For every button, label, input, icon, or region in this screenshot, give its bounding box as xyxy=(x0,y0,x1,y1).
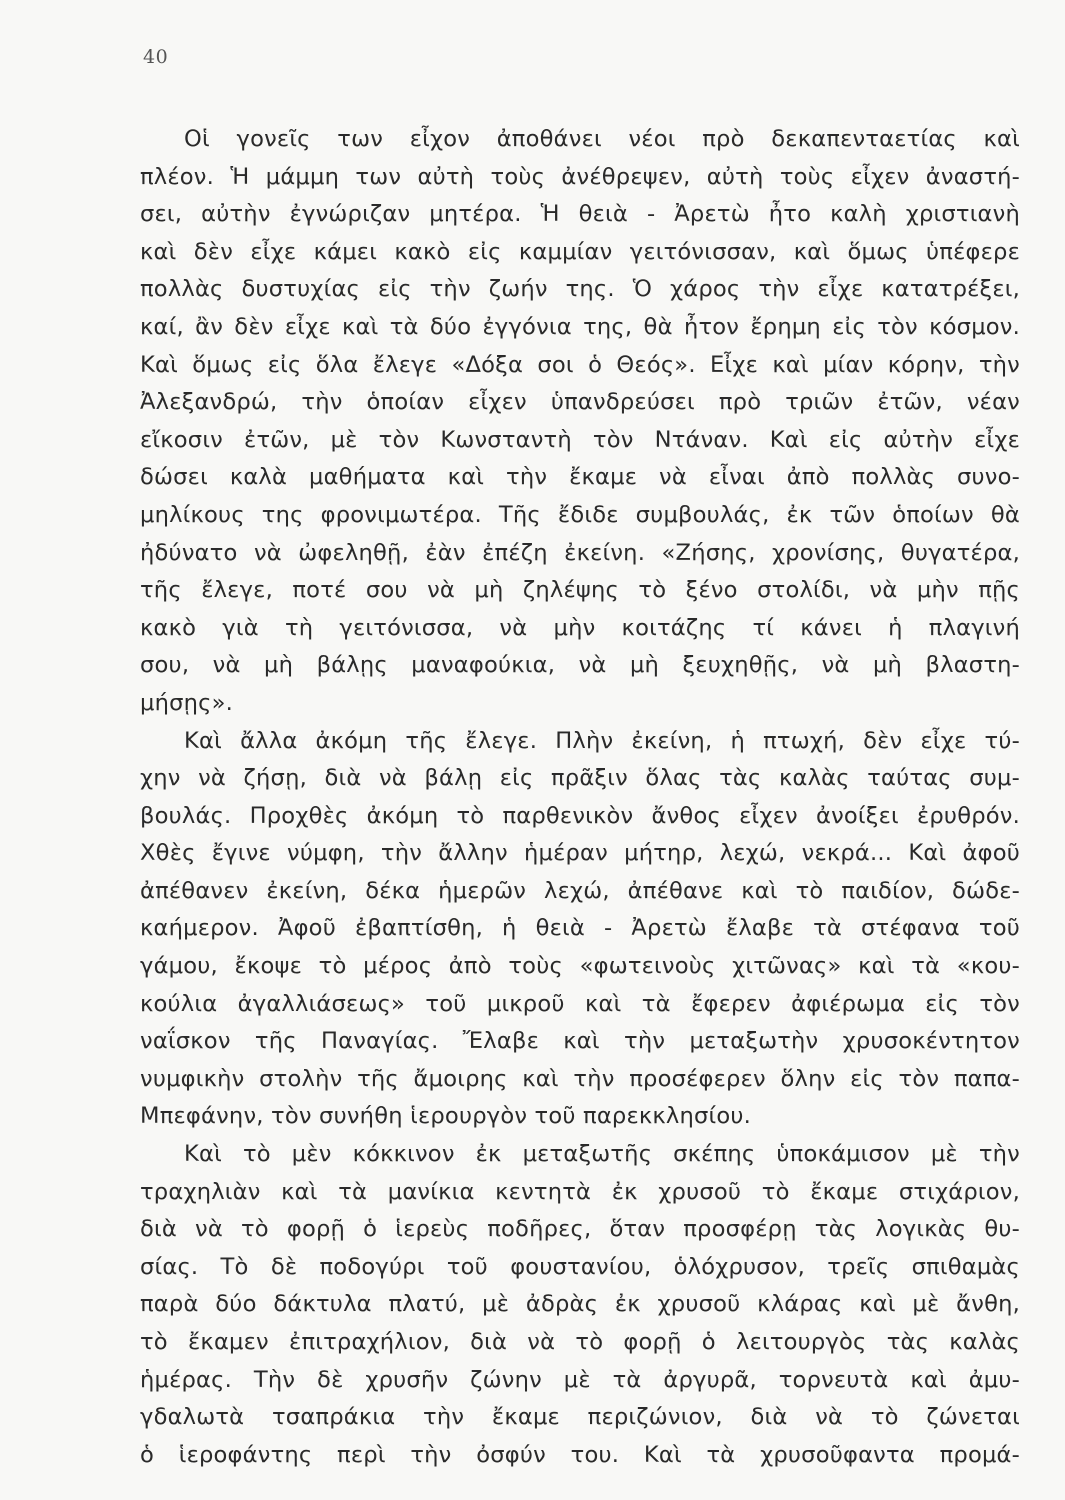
text-line: Χθὲς ἔγινε νύμφη, τὴν ἄλλην ἡμέραν μήτηρ, λεχώ, νεκρά... Καὶ ἀφοῦ xyxy=(140,840,1020,867)
page-number: 40 xyxy=(143,46,169,68)
text-line: καί, ἂν δὲν εἶχε καὶ τὰ δύο ἐγγόνια της, θὰ ἦτον ἔρημη εἰς τὸν κόσμον. xyxy=(140,313,1020,340)
text-line: σου, νὰ μὴ βάλῃς μαναφούκια, νὰ μὴ ξευχηθῇς, νὰ μὴ βλαστη- xyxy=(140,652,1020,679)
text-line: δώσει καλὰ μαθήματα καὶ τὴν ἔκαμε νὰ εἶναι ἀπὸ πολλὰς συνο- xyxy=(140,464,1020,491)
text-line: σει, αὐτὴν ἐγνώριζαν μητέρα. Ἡ θειὰ - Ἀρετὼ ἦτο καλὴ χριστιανὴ xyxy=(140,201,1020,228)
text-line: ναΐσκον τῆς Παναγίας. Ἔλαβε καὶ τὴν μεταξωτὴν χρυσοκέντητον xyxy=(140,1028,1020,1055)
text-line: πλέον. Ἡ μάμμη των αὐτὴ τοὺς ἀνέθρεψεν, αὐτὴ τοὺς εἶχεν ἀναστή- xyxy=(140,163,1020,190)
text-line: καὶ δὲν εἶχε κάμει κακὸ εἰς καμμίαν γειτόνισσαν, καὶ ὅμως ὑπέφερε xyxy=(140,238,1020,265)
text-line: πολλὰς δυστυχίας εἰς τὴν ζωήν της. Ὁ χάρος τὴν εἶχε κατατρέξει, xyxy=(140,276,1020,303)
text-line: τραχηλιὰν καὶ τὰ μανίκια κεντητὰ ἐκ χρυσοῦ τὸ ἔκαμε στιχάριον, xyxy=(140,1178,1020,1205)
text-line: εἴκοσιν ἐτῶν, μὲ τὸν Κωνσταντὴ τὸν Ντάναν. Καὶ εἰς αὐτὴν εἶχε xyxy=(140,426,1020,453)
text-line: Ἀλεξανδρώ, τὴν ὁποίαν εἶχεν ὑπανδρεύσει πρὸ τριῶν ἐτῶν, νέαν xyxy=(140,389,1020,416)
text-line: διὰ νὰ τὸ φορῇ ὁ ἱερεὺς ποδῆρες, ὅταν προσφέρῃ τὰς λογικὰς θυ- xyxy=(140,1216,1020,1243)
text-line: μήσῃς». xyxy=(140,689,233,716)
text-line: Μπεφάνην, τὸν συνήθη ἱερουργὸν τοῦ παρεκκλησίου. xyxy=(140,1103,752,1130)
text-line: τῆς ἔλεγε, ποτέ σου νὰ μὴ ζηλέψης τὸ ξένο στολίδι, νὰ μὴν πῇς xyxy=(140,577,1020,604)
body-text xyxy=(140,121,1020,1474)
text-line: βουλάς. Προχθὲς ἀκόμη τὸ παρθενικὸν ἄνθος εἶχεν ἀνοίξει ἐρυθρόν. xyxy=(140,802,1020,829)
text-line: νυμφικὴν στολὴν τῆς ἄμοιρης καὶ τὴν προσέφερεν ὅλην εἰς τὸν παπα- xyxy=(140,1065,1020,1092)
text-line: Καὶ τὸ μὲν κόκκινον ἐκ μεταξωτῆς σκέπης ὑποκάμισον μὲ τὴν xyxy=(184,1141,1020,1168)
text-line: κούλια ἀγαλλιάσεως» τοῦ μικροῦ καὶ τὰ ἔφερεν ἀφιέρωμα εἰς τὸν xyxy=(140,990,1020,1017)
text-line: χην νὰ ζήσῃ, διὰ νὰ βάλῃ εἰς πρᾶξιν ὅλας τὰς καλὰς ταύτας συμ- xyxy=(140,765,1020,792)
text-line: μηλίκους της φρονιμωτέρα. Τῆς ἔδιδε συμβουλάς, ἐκ τῶν ὁποίων θὰ xyxy=(140,501,1020,528)
text-line: τὸ ἔκαμεν ἐπιτραχήλιον, διὰ νὰ τὸ φορῇ ὁ λειτουργὸς τὰς καλὰς xyxy=(140,1329,1020,1355)
text-line: γδαλωτὰ τσαπράκια τὴν ἔκαμε περιζώνιον, διὰ νὰ τὸ ζώνεται xyxy=(140,1404,1020,1431)
text-line: ὁ ἱεροφάντης περὶ τὴν ὀσφύν του. Καὶ τὰ χρυσοῦφαντα προμά- xyxy=(140,1441,1020,1468)
text-line: σίας. Τὸ δὲ ποδογύρι τοῦ φουστανίου, ὁλόχρυσον, τρεῖς σπιθαμὰς xyxy=(140,1253,1020,1280)
text-line: ἀπέθανεν ἐκείνη, δέκα ἡμερῶν λεχώ, ἀπέθανε καὶ τὸ παιδίον, δώδε- xyxy=(140,877,1020,904)
text-line: κακὸ γιὰ τὴ γειτόνισσα, νὰ μὴν κοιτάζης τί κάνει ἡ πλαγινή xyxy=(140,614,1020,641)
text-line: ἡμέρας. Τὴν δὲ χρυσῆν ζώνην μὲ τὰ ἀργυρᾶ, τορνευτὰ καὶ ἀμυ- xyxy=(140,1366,1020,1393)
text-line: Καὶ ἄλλα ἀκόμη τῆς ἔλεγε. Πλὴν ἐκείνη, ἡ πτωχή, δὲν εἶχε τύ- xyxy=(184,727,1020,754)
text-line: γάμου, ἔκοψε τὸ μέρος ἀπὸ τοὺς «φωτεινοὺς χιτῶνας» καὶ τὰ «κου- xyxy=(140,953,1020,980)
text-line: Καὶ ὅμως εἰς ὅλα ἔλεγε «Δόξα σοι ὁ Θεός». Εἶχε καὶ μίαν κόρην, τὴν xyxy=(140,351,1020,378)
text-line: παρὰ δύο δάκτυλα πλατύ, μὲ ἀδρὰς ἐκ χρυσοῦ κλάρας καὶ μὲ ἄνθη, xyxy=(140,1291,1020,1318)
text-line: ἠδύνατο νὰ ὠφεληθῇ, ἐὰν ἐπέζη ἐκείνη. «Ζήσης, χρονίσης, θυγατέρα, xyxy=(140,539,1020,566)
text-line: καήμερον. Ἀφοῦ ἐβαπτίσθη, ἡ θειὰ - Ἀρετὼ ἔλαβε τὰ στέφανα τοῦ xyxy=(140,915,1020,942)
text-line: Οἱ γονεῖς των εἶχον ἀποθάνει νέοι πρὸ δεκαπενταετίας καὶ xyxy=(184,126,1020,152)
